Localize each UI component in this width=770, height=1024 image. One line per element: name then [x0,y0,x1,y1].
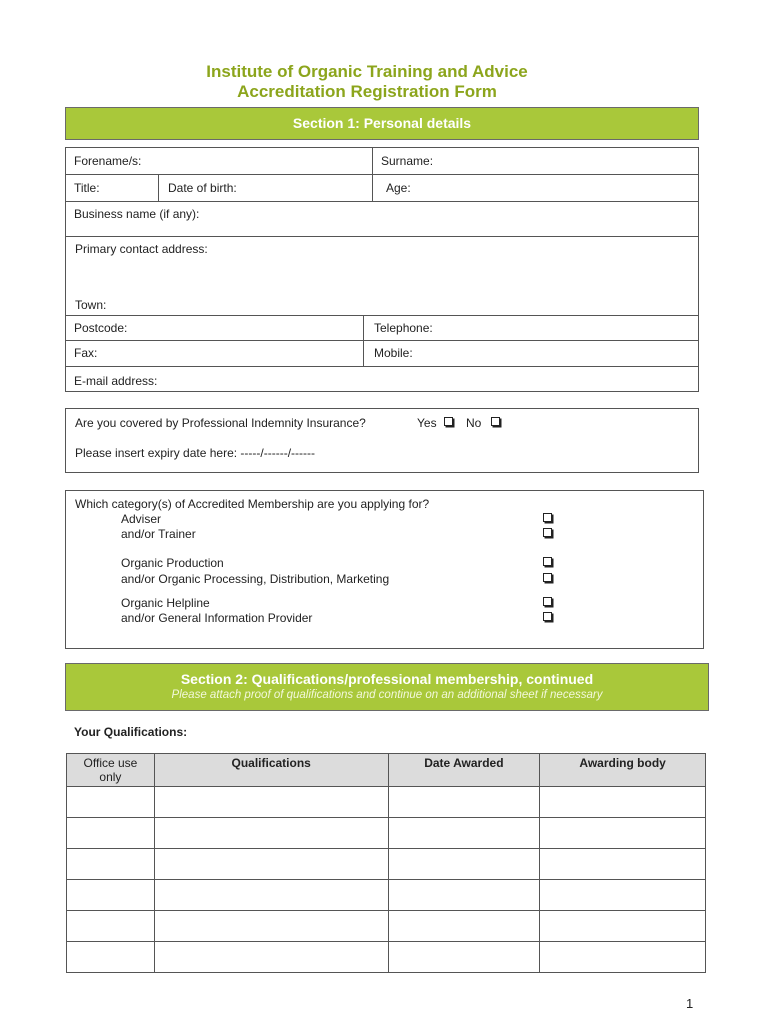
surname-field[interactable] [372,147,699,175]
table-cell[interactable] [388,880,540,911]
insurance-yes-label: Yes [417,416,437,430]
col-qualifications: Qualifications [154,754,388,787]
col-date-awarded: Date Awarded [388,754,540,787]
col-awarding-body: Awarding body [540,754,706,787]
mobile-label: Mobile: [374,346,413,360]
section2-subtitle: Please attach proof of qualifications and continue on an additional sheet if necessary [171,689,603,701]
age-field[interactable] [372,174,699,202]
insurance-box [65,408,699,473]
surname-label: Surname: [381,154,434,168]
dob-field[interactable] [158,174,373,202]
telephone-label: Telephone: [374,321,433,335]
table-cell[interactable] [540,911,706,942]
option-adviser: Adviser [121,512,162,526]
insurance-expiry: Please insert expiry date here: -----/------/------ [75,446,316,460]
table-cell[interactable] [540,942,706,973]
insurance-question: Are you covered by Professional Indemnity Insurance? [75,416,366,430]
title-label: Title: [74,181,100,195]
email-field[interactable] [65,366,699,392]
table-row [67,849,706,880]
col-office-use: Office use only [67,754,155,787]
dob-label: Date of birth: [168,181,237,195]
telephone-field[interactable] [363,315,699,341]
table-cell[interactable] [388,911,540,942]
trainer-checkbox[interactable] [543,528,552,537]
membership-question: Which category(s) of Accredited Membership are you applying for? [75,497,430,511]
table-cell[interactable] [154,942,388,973]
option-trainer: and/or Trainer [121,527,196,541]
insurance-no-label: No [466,416,482,430]
fax-label: Fax: [74,346,98,360]
option-organic-helpline: Organic Helpline [121,596,210,610]
address-label: Primary contact address: [75,242,208,256]
table-cell[interactable] [67,818,155,849]
page-number: 1 [686,996,694,1011]
table-cell[interactable] [154,849,388,880]
age-label: Age: [386,181,411,195]
fax-field[interactable] [65,340,364,367]
forenames-field[interactable] [65,147,373,175]
table-cell[interactable] [67,942,155,973]
table-cell[interactable] [154,880,388,911]
business-name-field[interactable] [65,201,699,237]
insurance-no-checkbox[interactable] [491,417,500,426]
table-cell[interactable] [540,787,706,818]
form-title-line1: Institute of Organic Training and Advice [206,62,528,81]
section2-header [65,663,709,711]
table-cell[interactable] [540,849,706,880]
business-name-label: Business name (if any): [74,207,200,221]
membership-box [65,490,704,649]
adviser-checkbox[interactable] [543,513,552,522]
postcode-label: Postcode: [74,321,128,335]
table-cell[interactable] [154,911,388,942]
title-field[interactable] [65,174,159,202]
section1-title: Section 1: Personal details [292,115,472,131]
organic-helpline-checkbox[interactable] [543,597,552,606]
table-row [67,818,706,849]
general-info-checkbox[interactable] [543,612,552,621]
table-cell[interactable] [388,818,540,849]
mobile-field[interactable] [363,340,699,367]
organic-processing-checkbox[interactable] [543,573,552,582]
table-cell[interactable] [154,787,388,818]
table-row [67,880,706,911]
option-organic-production: Organic Production [121,556,224,570]
table-row [67,942,706,973]
section1-header [65,107,699,140]
table-cell[interactable] [388,849,540,880]
insurance-yes-checkbox[interactable] [444,417,453,426]
option-organic-processing: and/or Organic Processing, Distribution, Marketing [121,572,390,586]
table-row [67,787,706,818]
town-label: Town: [75,298,107,312]
email-label: E-mail address: [74,374,158,388]
table-cell[interactable] [67,911,155,942]
qualifications-table [66,753,706,973]
table-cell[interactable] [540,880,706,911]
table-cell[interactable] [67,787,155,818]
table-cell[interactable] [388,787,540,818]
qualifications-heading: Your Qualifications: [74,725,188,739]
section2-title: Section 2: Qualifications/professional membership, continued [180,671,594,687]
forenames-label: Forename/s: [74,154,142,168]
option-general-info: and/or General Information Provider [121,611,313,625]
table-header-row [67,754,706,787]
organic-production-checkbox[interactable] [543,557,552,566]
table-cell[interactable] [67,880,155,911]
table-cell[interactable] [540,818,706,849]
table-row [67,911,706,942]
postcode-field[interactable] [65,315,364,341]
form-title-line2: Accreditation Registration Form [237,82,497,101]
table-cell[interactable] [154,818,388,849]
address-field[interactable] [65,236,699,316]
table-cell[interactable] [388,942,540,973]
table-cell[interactable] [67,849,155,880]
